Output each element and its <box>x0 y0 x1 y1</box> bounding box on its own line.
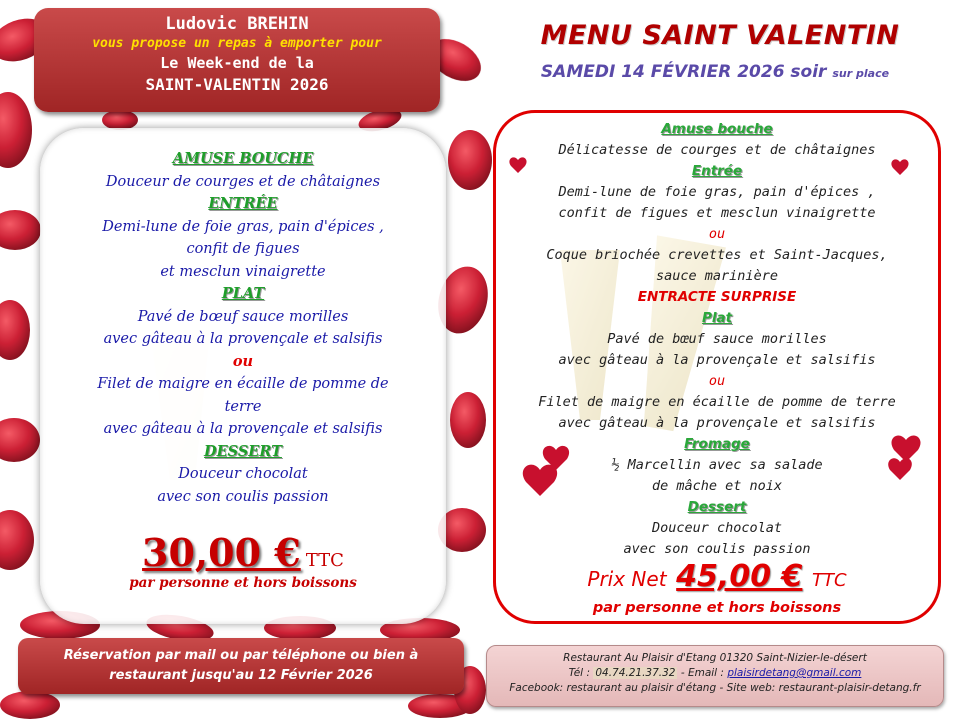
takeaway-menu-card <box>40 128 446 624</box>
takeaway-price: 30,00 € <box>142 530 301 575</box>
menu-item: Filet de maigre en écaille de pomme de terre <box>538 394 896 410</box>
social-web-line: Facebook: restaurant au plaisir d'étang - Site web: restaurant-plaisir-detang.fr <box>509 682 921 694</box>
or-separator: ou <box>708 226 726 242</box>
menu-item: de mâche et noix <box>651 478 783 494</box>
onsite-price: 45,00 € <box>676 559 803 594</box>
section-dessert: DESSERT <box>204 442 282 460</box>
menu-item: sauce marinière <box>656 268 778 284</box>
menu-item: Douceur chocolat <box>651 520 783 536</box>
section-entree: ENTRÉE <box>208 195 278 212</box>
menu-item: Délicatesse de courges et de châtaignes <box>558 142 876 158</box>
takeaway-price-block <box>40 530 446 591</box>
phone-number[interactable]: 04.74.21.37.32 <box>595 667 676 679</box>
section-amuse-bouche: AMUSE BOUCHE <box>172 150 314 167</box>
menu-item: Filet de maigre en écaille de pomme de <box>97 376 389 392</box>
restaurant-address: Restaurant Au Plaisir d'Etang 01320 Saint-Nizier-le-désert <box>563 652 867 664</box>
price-note: par personne et hors boissons <box>592 600 842 616</box>
menu-item: Pavé de bœuf sauce morilles <box>137 308 349 325</box>
header-weekend: Le Week-end de la <box>160 54 314 72</box>
menu-item: Coque briochée crevettes et Saint-Jacques, <box>546 247 888 263</box>
section-plat: Plat <box>701 310 733 326</box>
price-ttc: TTC <box>812 570 847 591</box>
menu-item: confit de figues <box>186 241 300 257</box>
menu-title: MENU SAINT VALENTIN <box>540 20 900 51</box>
menu-item: avec gâteau à la provençale et salsifis <box>103 331 383 347</box>
menu-item: avec gâteau à la provençale et salsifis <box>558 352 876 368</box>
header-tagline: vous propose un repas à emporter pour <box>92 36 382 51</box>
menu-item: Demi-lune de foie gras, pain d'épices , <box>102 218 384 235</box>
reservation-line-2: restaurant jusqu'au 12 Février 2026 <box>109 668 373 683</box>
section-plat: PLAT <box>221 285 265 302</box>
menu-item: avec son coulis passion <box>157 488 329 505</box>
chef-name: Ludovic BREHIN <box>165 14 309 34</box>
section-fromage: Fromage <box>684 436 750 452</box>
email-link[interactable]: plaisirdetang@gmail.com <box>727 667 862 679</box>
tel-label: Tél : <box>568 667 590 679</box>
entracte-surprise: ENTRACTE SURPRISE <box>637 289 797 305</box>
menu-item: terre <box>224 398 262 415</box>
onsite-menu-card <box>493 110 941 624</box>
menu-item: confit de figues et mesclun vinaigrette <box>558 205 876 221</box>
reservation-line-1: Réservation par mail ou par téléphone ou bien à <box>63 648 419 663</box>
onsite-price-block <box>496 559 938 616</box>
header-event: SAINT-VALENTIN 2026 <box>145 75 329 94</box>
menu-item: Demi-lune de foie gras, pain d'épices , <box>558 184 876 200</box>
menu-item: avec gâteau à la provençale et salsifis <box>103 421 383 437</box>
section-amuse-bouche: Amuse bouche <box>661 121 773 137</box>
menu-item: avec gâteau à la provençale et salsifis <box>558 415 876 431</box>
menu-item: avec son coulis passion <box>623 541 811 557</box>
menu-onsite: sur place <box>832 67 890 80</box>
contact-line <box>487 666 943 681</box>
email-label: - Email : <box>680 667 724 679</box>
section-entree: Entrée <box>691 163 743 179</box>
reservation-banner <box>18 638 464 694</box>
menu-item: Douceur de courges et de châtaignes <box>105 173 381 190</box>
section-dessert: Dessert <box>687 499 747 515</box>
price-label: Prix Net <box>587 567 667 591</box>
menu-item: Pavé de bœuf sauce morilles <box>607 331 827 347</box>
price-note: par personne et hors boissons <box>129 575 357 591</box>
or-separator: ou <box>708 373 726 389</box>
menu-subtitle <box>500 62 930 82</box>
restaurant-contact-box <box>486 645 944 707</box>
price-ttc: TTC <box>305 550 344 571</box>
menu-date: SAMEDI 14 FÉVRIER 2026 soir <box>540 62 827 82</box>
left-header-banner <box>34 8 440 112</box>
menu-item: ½ Marcellin avec sa salade <box>611 457 823 473</box>
menu-item: Douceur chocolat <box>178 466 308 482</box>
menu-item: et mesclun vinaigrette <box>160 263 326 280</box>
or-separator: ou <box>232 352 254 370</box>
